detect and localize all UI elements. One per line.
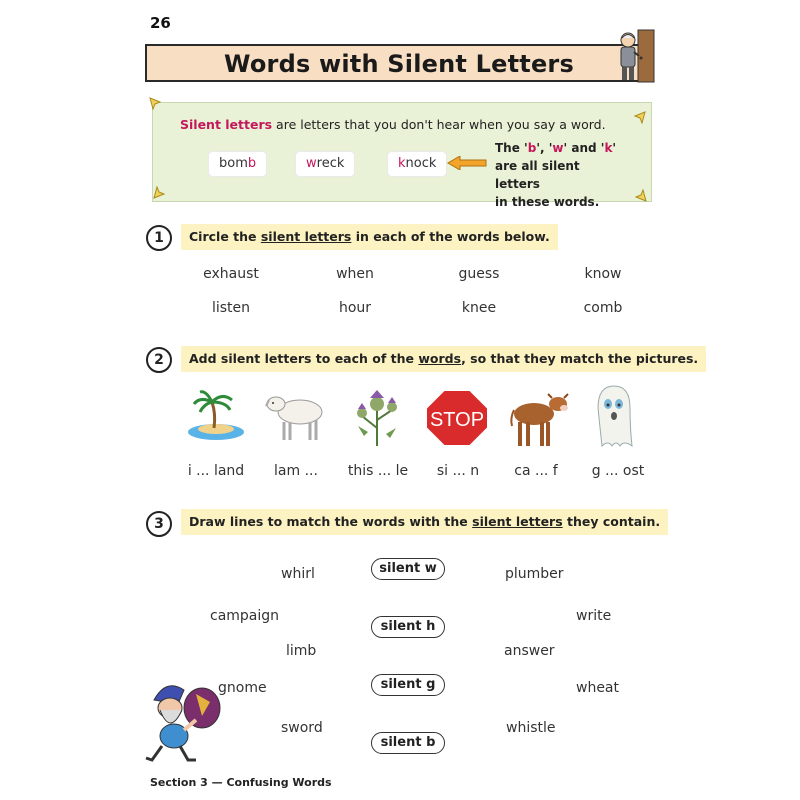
example-word	[388, 152, 446, 176]
match-word[interactable]: whirl	[281, 566, 315, 582]
example-word	[296, 152, 354, 176]
page-number: 26	[150, 14, 171, 32]
question-2-instruction	[181, 346, 706, 372]
calf-image	[508, 388, 570, 450]
instruction-keyword: words	[418, 351, 462, 366]
match-word[interactable]: sword	[281, 720, 323, 736]
q1-word[interactable]: knee	[461, 300, 497, 316]
stop-sign-text: STOP	[429, 409, 485, 431]
instruction-text: in each of the words below.	[351, 229, 550, 244]
example-text: bom	[219, 156, 248, 171]
note-text: '	[612, 141, 617, 155]
pin-icon	[634, 189, 648, 203]
match-word[interactable]: answer	[504, 643, 555, 659]
note-line-3: in these words.	[495, 195, 600, 209]
lamb-image	[264, 388, 328, 444]
man-at-door-illustration	[612, 28, 656, 84]
note-line-1	[495, 139, 625, 157]
definition-text: are letters that you don't hear when you say a word.	[272, 117, 606, 132]
match-word[interactable]: gnome	[218, 680, 267, 696]
stop-sign-image	[424, 388, 490, 448]
match-word[interactable]: plumber	[505, 566, 564, 582]
thistle-image	[350, 388, 404, 448]
picture-label[interactable]: g ... ost	[591, 463, 645, 479]
match-word[interactable]: whistle	[506, 720, 556, 736]
match-word[interactable]: limb	[286, 643, 317, 659]
note-letter: b	[527, 141, 537, 155]
instruction-keyword: silent letters	[472, 514, 563, 529]
q1-word[interactable]: listen	[211, 300, 251, 316]
pin-icon	[633, 110, 647, 124]
match-word[interactable]: campaign	[210, 608, 280, 624]
arrow-left-icon	[446, 156, 488, 170]
q1-word[interactable]: when	[336, 266, 374, 282]
picture-label[interactable]: this ... le	[347, 463, 409, 479]
note-text: ' and '	[563, 141, 605, 155]
ghost-image	[594, 384, 634, 450]
section-footer: Section 3 — Confusing Words	[150, 776, 332, 789]
pin-icon	[152, 186, 166, 200]
silent-letters-definition	[180, 117, 606, 132]
note-text: ', '	[536, 141, 553, 155]
picture-label[interactable]: lam ...	[274, 463, 318, 479]
note-text: The '	[495, 141, 528, 155]
question-1-instruction	[181, 224, 558, 250]
question-number: 3	[146, 511, 172, 537]
note-line-2: are all silent letters	[495, 159, 580, 191]
example-word	[209, 152, 266, 176]
picture-label[interactable]: i ... land	[187, 463, 245, 479]
title-banner	[145, 44, 653, 82]
question-number: 1	[146, 225, 172, 251]
silent-b-label[interactable]: silent b	[371, 732, 445, 754]
silent-w-label[interactable]: silent w	[371, 558, 445, 580]
note-letter: w	[552, 141, 564, 155]
picture-label[interactable]: si ... n	[436, 463, 480, 479]
q1-word[interactable]: know	[584, 266, 622, 282]
instruction-text: Add silent letters to each of the	[189, 351, 419, 366]
example-text: nock	[405, 156, 437, 171]
match-word[interactable]: wheat	[576, 680, 620, 696]
q1-word[interactable]: guess	[458, 266, 500, 282]
match-word[interactable]: write	[576, 608, 612, 624]
pin-icon	[148, 96, 162, 110]
instruction-keyword: silent letters	[260, 229, 352, 244]
instruction-text: , so that they match the pictures.	[461, 351, 699, 366]
q1-word[interactable]: exhaust	[203, 266, 259, 282]
instruction-text: Draw lines to match the words with the	[189, 514, 473, 529]
page-title: Words with Silent Letters	[224, 50, 574, 78]
instruction-text: Circle the	[189, 229, 261, 244]
q1-word[interactable]: hour	[338, 300, 372, 316]
example-text: reck	[316, 156, 345, 171]
question-number: 2	[146, 347, 172, 373]
example-silent-letter: b	[247, 156, 257, 171]
island-image	[186, 388, 246, 444]
q1-word[interactable]: comb	[583, 300, 623, 316]
picture-label[interactable]: ca ... f	[514, 463, 558, 479]
question-3-instruction	[181, 509, 668, 535]
gnome-character-illustration	[144, 680, 224, 766]
silent-letters-note	[495, 139, 625, 211]
example-silent-letter: k	[398, 156, 406, 171]
instruction-text: they contain.	[562, 514, 661, 529]
silent-h-label[interactable]: silent h	[371, 616, 445, 638]
example-silent-letter: w	[306, 156, 317, 171]
silent-g-label[interactable]: silent g	[371, 674, 445, 696]
definition-term: Silent letters	[180, 117, 273, 132]
note-letter: k	[604, 141, 613, 155]
